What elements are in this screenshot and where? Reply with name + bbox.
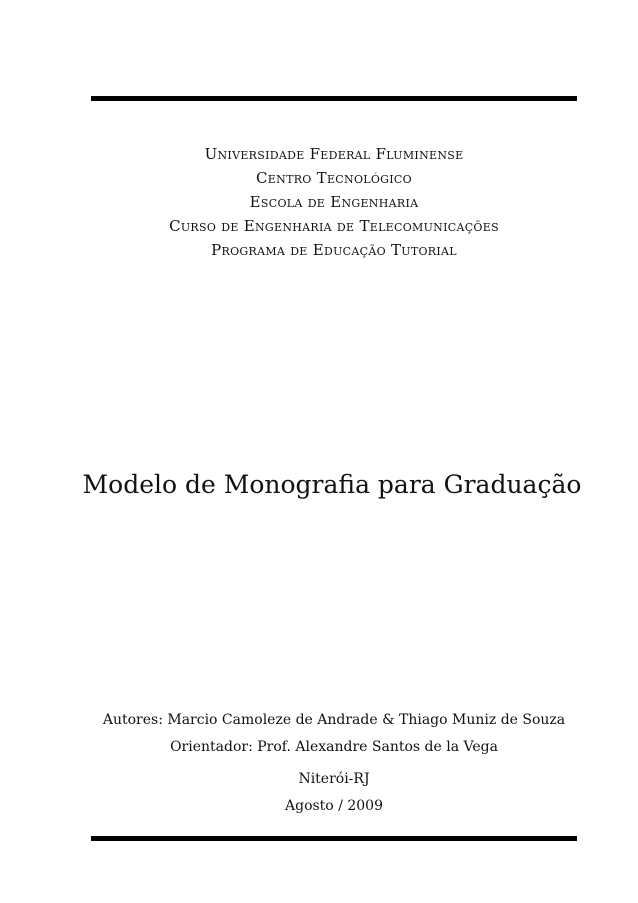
date: Agosto / 2009	[285, 798, 383, 814]
program-name: Programa de Educação Tutorial	[211, 241, 457, 259]
university-name: Universidade Federal Fluminense	[204, 145, 464, 163]
school-name: Escola de Engenharia	[249, 193, 419, 211]
city: Niterói-RJ	[298, 771, 370, 787]
center-name: Centro Tecnológico	[256, 169, 412, 187]
course-name: Curso de Engenharia de Telecomunicações	[169, 217, 499, 235]
advisor-label: Orientador:	[170, 739, 253, 755]
advisor-line	[0, 738, 638, 756]
authors-names: Marcio Camoleze de Andrade & Thiago Muniz de Souza	[167, 712, 566, 728]
authors-line	[0, 711, 638, 729]
document-title: Modelo de Monografia para Graduação	[82, 470, 582, 499]
authors-label: Autores:	[102, 712, 163, 728]
top-rule	[91, 96, 577, 101]
bottom-rule	[91, 836, 577, 841]
institution-header	[91, 145, 577, 265]
advisor-name: Prof. Alexandre Santos de la Vega	[257, 739, 498, 755]
